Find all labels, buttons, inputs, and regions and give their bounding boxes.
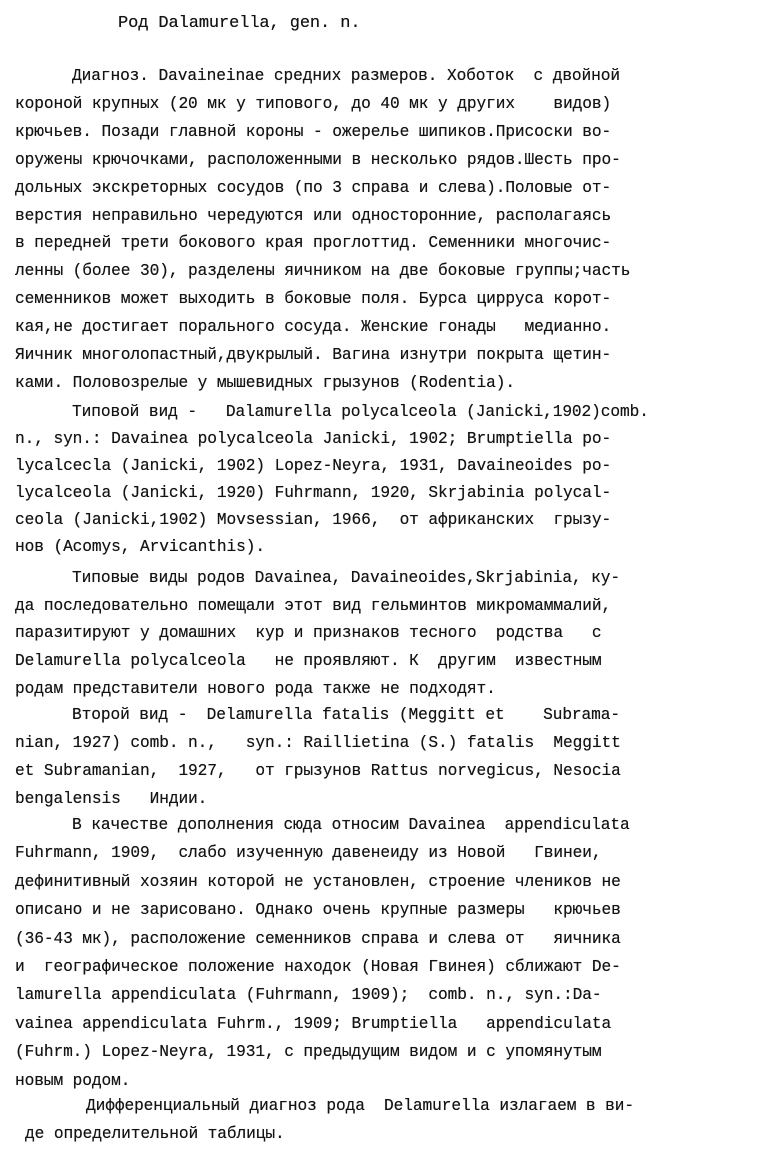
text-line: ceola (Janicki,1902) Movsessian, 1966, от африканских грызу- xyxy=(15,511,612,529)
text-line: новым родом. xyxy=(15,1072,131,1090)
text-line: Второй вид - Delamurella fatalis (Meggitt et Subrama- xyxy=(72,706,621,724)
text-line: короной крупных (20 мк у типового, до 40 мк у других видов) xyxy=(15,95,612,113)
genus-heading: Род Dalamurella, gen. n. xyxy=(118,14,361,33)
text-line: vainea appendiculata Fuhrm., 1909; Brumptiella appendiculata xyxy=(15,1015,612,1033)
text-line: семенников может выходить в боковые поля. Бурса цирруса корот- xyxy=(15,290,612,308)
text-line: Fuhrmann, 1909, слабо изученную давенеиду из Новой Гвинеи, xyxy=(15,844,602,862)
text-line: et Subramanian, 1927, от грызунов Rattus norvegicus, Nesocia xyxy=(15,762,621,780)
text-line: нов (Acomys, Arvicanthis). xyxy=(15,538,265,556)
text-line: де определительной таблицы. xyxy=(25,1125,285,1143)
text-line: nian, 1927) comb. n., syn.: Raillietina (S.) fatalis Meggitt xyxy=(15,734,621,752)
text-line: Диагноз. Davaineinae средних размеров. Хоботок с двойной xyxy=(72,67,621,85)
text-line: ленны (более 30), разделены яичником на две боковые группы;часть xyxy=(15,262,631,280)
text-line: Delamurella polycalceola не проявляют. К другим известным xyxy=(15,652,602,670)
text-line: n., syn.: Davainea polycalceola Janicki, 1902; Brumptiella po- xyxy=(15,430,612,448)
text-line: В качестве дополнения сюда относим Davainea appendiculata xyxy=(72,816,630,834)
text-line: lycalceola (Janicki, 1920) Fuhrmann, 1920, Skrjabinia polycal- xyxy=(15,484,612,502)
text-line: Яичник многолопастный,двукрылый. Вагина изнутри покрыта щетин- xyxy=(15,346,612,364)
text-line: паразитируют у домашних кур и признаков тесного родства с xyxy=(15,624,602,642)
text-line: да последовательно помещали этот вид гельминтов микромаммалий, xyxy=(15,597,612,615)
text-line: родам представители нового рода также не подходят. xyxy=(15,680,496,698)
text-line: ками. Половозрелые у мышевидных грызунов (Rodentia). xyxy=(15,374,515,392)
text-line: кая,не достигает порального сосуда. Женские гонады медианно. xyxy=(15,318,612,336)
text-line: крючьев. Позади главной короны - ожерелье шипиков.Присоски во- xyxy=(15,123,612,141)
text-line: (36-43 мк), расположение семенников справа и слева от яичника xyxy=(15,930,621,948)
text-line: bengalensis Индии. xyxy=(15,790,208,808)
text-line: дольных экскреторных сосудов (по 3 справа и слева).Половые от- xyxy=(15,179,612,197)
text-line: оружены крючочками, расположенными в несколько рядов.Шесть про- xyxy=(15,151,621,169)
text-line: Типовой вид - Dalamurella polycalceola (Janicki,1902)comb. xyxy=(72,403,649,421)
text-line: в передней трети бокового края проглоттид. Семенники многочис- xyxy=(15,234,612,252)
text-line: (Fuhrm.) Lopez-Neyra, 1931, с предыдущим видом и с упомянутым xyxy=(15,1043,602,1061)
text-line: Типовые виды родов Davainea, Davaineoides,Skrjabinia, ку- xyxy=(72,569,621,587)
text-line: и географическое положение находок (Новая Гвинея) сближают De- xyxy=(15,958,621,976)
text-line: lamurella appendiculata (Fuhrmann, 1909); comb. n., syn.:Da- xyxy=(15,986,602,1004)
text-line: lycalcecla (Janicki, 1902) Lopez-Neyra, 1931, Davaineoides po- xyxy=(15,457,612,475)
text-line: Дифференциальный диагноз рода Delamurella излагаем в ви- xyxy=(86,1097,635,1115)
text-line: верстия неправильно чередуются или односторонние, располагаясь xyxy=(15,207,612,225)
text-line: дефинитивный хозяин которой не установлен, строение члеников не xyxy=(15,873,621,891)
text-line: описано и не зарисовано. Однако очень крупные размеры крючьев xyxy=(15,901,621,919)
